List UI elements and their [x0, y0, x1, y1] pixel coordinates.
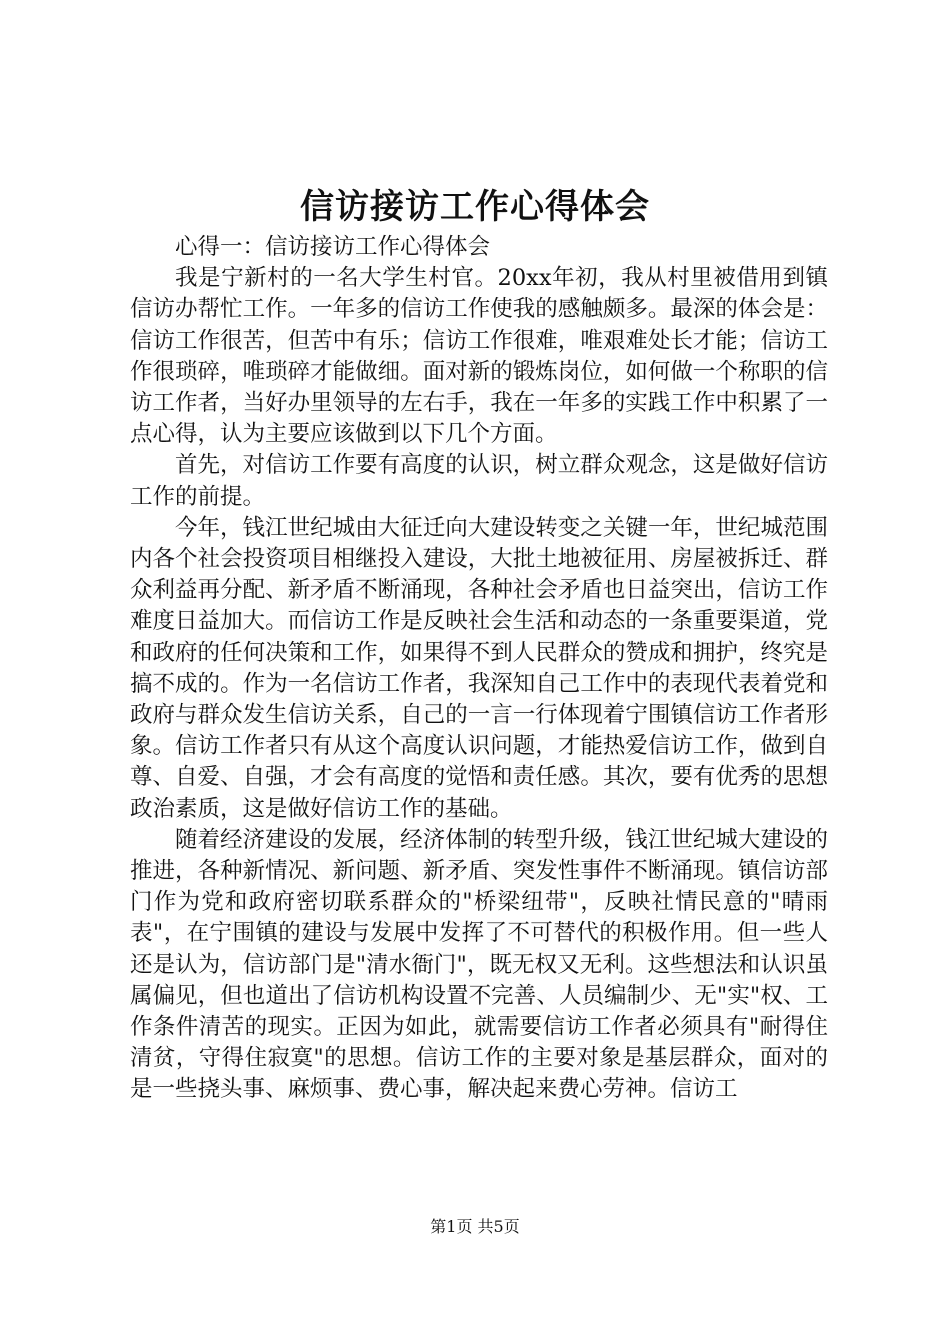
paragraph-subheading: 心得一：信访接访工作心得体会	[175, 234, 491, 260]
paragraph: 首先，对信访工作要有高度的认识，树立群众观念，这是做好信访工作的前提。	[130, 452, 828, 510]
page-number-footer: 第1页 共5页	[430, 1217, 520, 1236]
paragraph: 今年，钱江世纪城由大征迁向大建设转变之关键一年，世纪城范围内各个社会投资项目相继投入建设，大批土地被征用、房屋被拆迁、群众利益再分配、新矛盾不断涌现，各种社会矛盾也日益突出，信访工作难度日益加大。而信访工作是反映社会生活和动态的一条重要渠道，党和政府的任何决策和工作，如果得不到人民群众的赞成和拥护，终究是搞不成的。作为一名信访工作者，我深知自己工作中的表现代表着党和政府与群众发生信访关系，自己的一言一行体现着宁围镇信访工作者形象。信访工作者只有从这个高度认识问题，才能热爱信访工作，做到自尊、自爱、自强，才会有高度的觉悟和责任感。其次，要有优秀的思想政治素质，这是做好信访工作的基础。	[130, 514, 828, 822]
document-title: 信访接访工作心得体会	[300, 187, 650, 227]
document-body	[130, 232, 828, 1106]
paragraph: 我是宁新村的一名大学生村官。20xx年初，我从村里被借用到镇信访办帮忙工作。一年多的信访工作使我的感触颇多。最深的体会是：信访工作很苦，但苦中有乐；信访工作很难，唯艰难处长才能；信访工作很琐碎，唯琐碎才能做细。面对新的锻炼岗位，如何做一个称职的信访工作者，当好办里领导的左右手，我在一年多的实践工作中积累了一点心得，认为主要应该做到以下几个方面。	[130, 265, 828, 448]
paragraph: 随着经济建设的发展，经济体制的转型升级，钱江世纪城大建设的推进，各种新情况、新问题、新矛盾、突发性事件不断涌现。镇信访部门作为党和政府密切联系群众的"桥梁纽带"，反映社情民意的"晴雨表"，在宁围镇的建设与发展中发挥了不可替代的积极作用。但一些人还是认为，信访部门是"清水衙门"，既无权又无利。这些想法和认识虽属偏见，但也道出了信访机构设置不完善、人员编制少、无"实"权、工作条件清苦的现实。正因为如此，就需要信访工作者必须具有"耐得住清贫，守得住寂寞"的思想。信访工作的主要对象是基层群众，面对的是一些挠头事、麻烦事、费心事，解决起来费心劳神。信访工	[130, 826, 828, 1103]
